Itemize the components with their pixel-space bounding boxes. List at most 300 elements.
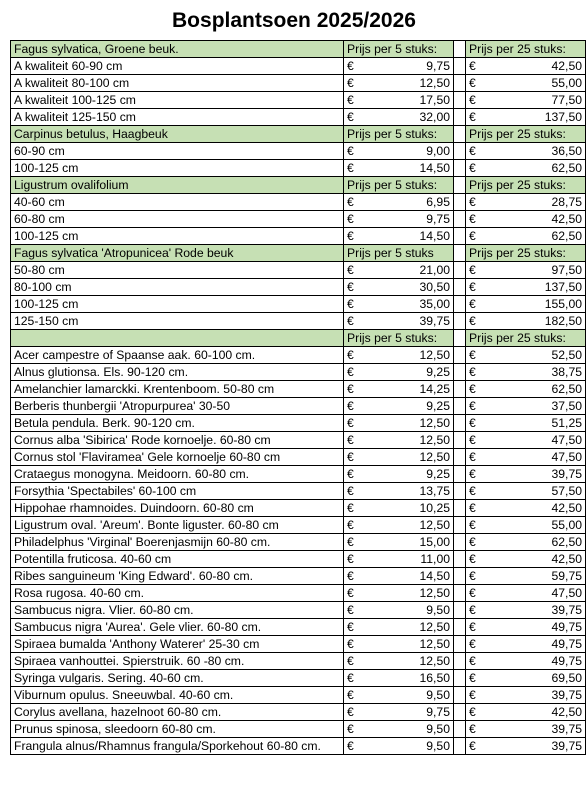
price-25-cell — [466, 704, 586, 721]
price-25: 36,50 — [551, 144, 582, 158]
column-spacer — [454, 449, 466, 466]
column-spacer — [454, 109, 466, 126]
currency-symbol: € — [347, 382, 354, 396]
column-spacer — [454, 432, 466, 449]
price-25-cell — [466, 347, 586, 364]
currency-symbol: € — [347, 161, 354, 175]
currency-symbol: € — [469, 705, 476, 719]
column-spacer — [454, 568, 466, 585]
price-25: 49,75 — [551, 654, 582, 668]
currency-symbol: € — [347, 314, 354, 328]
currency-symbol: € — [347, 263, 354, 277]
currency-symbol: € — [469, 297, 476, 311]
price-25-cell — [466, 653, 586, 670]
table-row — [11, 602, 586, 619]
price-25-cell — [466, 313, 586, 330]
price-25-cell — [466, 670, 586, 687]
column-spacer — [454, 177, 466, 194]
price-5-cell — [344, 449, 454, 466]
price-5-cell — [344, 432, 454, 449]
product-name: Cornus stol 'Flaviramea' Gele kornoelje 60-80 cm — [11, 449, 344, 466]
section-title: Fagus sylvatica 'Atropunicea' Rode beuk — [11, 245, 344, 262]
product-name: Acer campestre of Spaanse aak. 60-100 cm. — [11, 347, 344, 364]
column-spacer — [454, 245, 466, 262]
table-row — [11, 517, 586, 534]
section-title: Carpinus betulus, Haagbeuk — [11, 126, 344, 143]
price-25: 38,75 — [551, 365, 582, 379]
section-title: Ligustrum ovalifolium — [11, 177, 344, 194]
column-spacer — [454, 466, 466, 483]
price-25: 39,75 — [551, 722, 582, 736]
price-5-cell — [344, 670, 454, 687]
price-25-cell — [466, 109, 586, 126]
currency-symbol: € — [469, 144, 476, 158]
price-25: 49,75 — [551, 637, 582, 651]
currency-symbol: € — [469, 603, 476, 617]
price-25-cell — [466, 143, 586, 160]
price-5: 35,00 — [419, 297, 450, 311]
price-5: 9,75 — [426, 212, 450, 226]
currency-symbol: € — [347, 518, 354, 532]
currency-symbol: € — [469, 654, 476, 668]
price-25: 42,50 — [551, 501, 582, 515]
currency-symbol: € — [347, 59, 354, 73]
currency-symbol: € — [469, 620, 476, 634]
price-5-cell — [344, 75, 454, 92]
column-spacer — [454, 75, 466, 92]
currency-symbol: € — [469, 501, 476, 515]
table-row — [11, 687, 586, 704]
price-25-cell — [466, 75, 586, 92]
price-5: 12,50 — [419, 620, 450, 634]
column-header-price-5: Prijs per 5 stuks: — [344, 41, 454, 58]
currency-symbol: € — [469, 433, 476, 447]
currency-symbol: € — [469, 195, 476, 209]
product-name: Frangula alnus/Rhamnus frangula/Sporkehout 60-80 cm. — [11, 738, 344, 755]
column-spacer — [454, 534, 466, 551]
column-spacer — [454, 704, 466, 721]
price-5-cell — [344, 619, 454, 636]
table-row — [11, 670, 586, 687]
product-name: 60-90 cm — [11, 143, 344, 160]
currency-symbol: € — [469, 161, 476, 175]
table-row — [11, 75, 586, 92]
product-name: Betula pendula. Berk. 90-120 cm. — [11, 415, 344, 432]
price-5-cell — [344, 568, 454, 585]
price-5: 9,50 — [426, 603, 450, 617]
column-header-price-5: Prijs per 5 stuks — [344, 245, 454, 262]
price-5: 9,50 — [426, 722, 450, 736]
price-5: 9,50 — [426, 739, 450, 753]
table-row — [11, 364, 586, 381]
price-5: 6,95 — [426, 195, 450, 209]
price-25-cell — [466, 92, 586, 109]
price-25-cell — [466, 296, 586, 313]
price-5-cell — [344, 194, 454, 211]
currency-symbol: € — [469, 382, 476, 396]
price-25-cell — [466, 483, 586, 500]
column-spacer — [454, 687, 466, 704]
column-spacer — [454, 228, 466, 245]
price-25-cell — [466, 585, 586, 602]
price-5-cell — [344, 92, 454, 109]
product-name: A kwaliteit 100-125 cm — [11, 92, 344, 109]
column-spacer — [454, 500, 466, 517]
table-row — [11, 211, 586, 228]
price-5: 15,00 — [419, 535, 450, 549]
column-header-price-25: Prijs per 25 stuks: — [466, 330, 586, 347]
price-25: 37,50 — [551, 399, 582, 413]
price-25-cell — [466, 58, 586, 75]
currency-symbol: € — [347, 637, 354, 651]
currency-symbol: € — [347, 297, 354, 311]
price-5-cell — [344, 296, 454, 313]
column-header-price-25: Prijs per 25 stuks: — [466, 245, 586, 262]
table-row — [11, 449, 586, 466]
column-header-price-25: Prijs per 25 stuks: — [466, 41, 586, 58]
price-25: 28,75 — [551, 195, 582, 209]
product-name: 100-125 cm — [11, 160, 344, 177]
product-name: 80-100 cm — [11, 279, 344, 296]
product-name: Berberis thunbergii 'Atropurpurea' 30-50 — [11, 398, 344, 415]
price-25: 55,00 — [551, 518, 582, 532]
price-5-cell — [344, 687, 454, 704]
currency-symbol: € — [469, 671, 476, 685]
currency-symbol: € — [469, 688, 476, 702]
price-25-cell — [466, 364, 586, 381]
price-25-cell — [466, 160, 586, 177]
price-25: 182,50 — [544, 314, 582, 328]
column-spacer — [454, 738, 466, 755]
column-spacer — [454, 670, 466, 687]
product-name: A kwaliteit 125-150 cm — [11, 109, 344, 126]
currency-symbol: € — [469, 314, 476, 328]
product-name: Cornus alba 'Sibirica' Rode kornoelje. 60-80 cm — [11, 432, 344, 449]
column-spacer — [454, 296, 466, 313]
price-5: 30,50 — [419, 280, 450, 294]
currency-symbol: € — [469, 637, 476, 651]
price-25-cell — [466, 534, 586, 551]
table-row — [11, 194, 586, 211]
table-row — [11, 483, 586, 500]
product-name: Syringa vulgaris. Sering. 40-60 cm. — [11, 670, 344, 687]
section-title — [11, 330, 344, 347]
price-25: 137,50 — [544, 110, 582, 124]
column-spacer — [454, 211, 466, 228]
price-25: 55,00 — [551, 76, 582, 90]
price-5-cell — [344, 653, 454, 670]
currency-symbol: € — [469, 416, 476, 430]
price-5: 12,50 — [419, 416, 450, 430]
price-25: 42,50 — [551, 59, 582, 73]
table-row — [11, 296, 586, 313]
price-5: 12,50 — [419, 450, 450, 464]
currency-symbol: € — [347, 280, 354, 294]
column-spacer — [454, 398, 466, 415]
currency-symbol: € — [347, 620, 354, 634]
price-25-cell — [466, 449, 586, 466]
price-5-cell — [344, 313, 454, 330]
price-25-cell — [466, 687, 586, 704]
column-spacer — [454, 364, 466, 381]
table-row — [11, 228, 586, 245]
price-5-cell — [344, 534, 454, 551]
currency-symbol: € — [347, 739, 354, 753]
price-25: 47,50 — [551, 450, 582, 464]
price-5: 12,50 — [419, 586, 450, 600]
price-5: 11,00 — [420, 552, 450, 566]
column-spacer — [454, 194, 466, 211]
currency-symbol: € — [347, 484, 354, 498]
column-header-price-25: Prijs per 25 stuks: — [466, 177, 586, 194]
product-name: 100-125 cm — [11, 296, 344, 313]
price-5: 10,25 — [419, 501, 450, 515]
column-spacer — [454, 41, 466, 58]
column-spacer — [454, 160, 466, 177]
currency-symbol: € — [469, 280, 476, 294]
column-header-price-25: Prijs per 25 stuks: — [466, 126, 586, 143]
currency-symbol: € — [469, 59, 476, 73]
price-5-cell — [344, 109, 454, 126]
price-25-cell — [466, 517, 586, 534]
price-25: 77,50 — [551, 93, 582, 107]
currency-symbol: € — [469, 365, 476, 379]
currency-symbol: € — [347, 569, 354, 583]
price-25-cell — [466, 636, 586, 653]
price-25-cell — [466, 211, 586, 228]
price-25-cell — [466, 551, 586, 568]
currency-symbol: € — [347, 93, 354, 107]
price-5-cell — [344, 602, 454, 619]
table-row — [11, 738, 586, 755]
price-5: 12,50 — [419, 76, 450, 90]
currency-symbol: € — [469, 229, 476, 243]
price-25: 52,50 — [551, 348, 582, 362]
product-name: Potentilla fruticosa. 40-60 cm — [11, 551, 344, 568]
price-5-cell — [344, 228, 454, 245]
price-5-cell — [344, 279, 454, 296]
currency-symbol: € — [347, 212, 354, 226]
price-25-cell — [466, 415, 586, 432]
column-header-price-5: Prijs per 5 stuks: — [344, 177, 454, 194]
price-25-cell — [466, 398, 586, 415]
price-5-cell — [344, 517, 454, 534]
product-name: Amelanchier lamarckki. Krentenboom. 50-80 cm — [11, 381, 344, 398]
price-5-cell — [344, 704, 454, 721]
price-5: 13,75 — [419, 484, 450, 498]
price-5-cell — [344, 738, 454, 755]
product-name: 50-80 cm — [11, 262, 344, 279]
column-spacer — [454, 92, 466, 109]
section-title: Fagus sylvatica, Groene beuk. — [11, 41, 344, 58]
price-25-cell — [466, 619, 586, 636]
price-25: 42,50 — [551, 705, 582, 719]
column-spacer — [454, 279, 466, 296]
price-5: 9,25 — [426, 399, 450, 413]
currency-symbol: € — [347, 365, 354, 379]
price-25: 39,75 — [551, 688, 582, 702]
table-row — [11, 160, 586, 177]
column-spacer — [454, 262, 466, 279]
price-25: 42,50 — [551, 552, 582, 566]
price-25-cell — [466, 568, 586, 585]
product-name: 125-150 cm — [11, 313, 344, 330]
price-5: 21,00 — [419, 263, 450, 277]
price-5: 9,75 — [426, 705, 450, 719]
table-row — [11, 568, 586, 585]
product-name: Spiraea vanhouttei. Spierstruik. 60 -80 cm. — [11, 653, 344, 670]
price-25-cell — [466, 602, 586, 619]
currency-symbol: € — [347, 144, 354, 158]
price-5-cell — [344, 160, 454, 177]
currency-symbol: € — [469, 110, 476, 124]
table-row — [11, 432, 586, 449]
product-name: Viburnum opulus. Sneeuwbal. 40-60 cm. — [11, 687, 344, 704]
currency-symbol: € — [347, 688, 354, 702]
table-row — [11, 500, 586, 517]
table-row — [11, 551, 586, 568]
product-name: Sambucus nigra 'Aurea'. Gele vlier. 60-80 cm. — [11, 619, 344, 636]
price-25-cell — [466, 262, 586, 279]
column-spacer — [454, 636, 466, 653]
currency-symbol: € — [347, 416, 354, 430]
price-25: 39,75 — [551, 739, 582, 753]
currency-symbol: € — [347, 348, 354, 362]
currency-symbol: € — [347, 433, 354, 447]
price-25: 59,75 — [551, 569, 582, 583]
price-25-cell — [466, 500, 586, 517]
table-row — [11, 619, 586, 636]
section-header — [11, 177, 586, 194]
currency-symbol: € — [469, 348, 476, 362]
price-5: 14,50 — [419, 229, 450, 243]
column-spacer — [454, 551, 466, 568]
currency-symbol: € — [347, 501, 354, 515]
price-5-cell — [344, 721, 454, 738]
section-header — [11, 41, 586, 58]
currency-symbol: € — [347, 229, 354, 243]
price-5-cell — [344, 143, 454, 160]
price-5: 9,25 — [426, 467, 450, 481]
currency-symbol: € — [347, 586, 354, 600]
product-name: Crataegus monogyna. Meidoorn. 60-80 cm. — [11, 466, 344, 483]
product-name: Rosa rugosa. 40-60 cm. — [11, 585, 344, 602]
column-spacer — [454, 58, 466, 75]
price-5-cell — [344, 364, 454, 381]
price-5-cell — [344, 262, 454, 279]
currency-symbol: € — [469, 552, 476, 566]
price-5: 12,50 — [419, 654, 450, 668]
price-5: 12,50 — [419, 518, 450, 532]
price-25-cell — [466, 432, 586, 449]
price-5: 9,25 — [426, 365, 450, 379]
price-5: 9,50 — [426, 688, 450, 702]
price-25-cell — [466, 381, 586, 398]
currency-symbol: € — [347, 110, 354, 124]
price-25: 42,50 — [551, 212, 582, 226]
table-row — [11, 58, 586, 75]
currency-symbol: € — [469, 399, 476, 413]
currency-symbol: € — [347, 195, 354, 209]
table-row — [11, 653, 586, 670]
price-25: 51,25 — [551, 416, 582, 430]
column-spacer — [454, 126, 466, 143]
price-5: 12,50 — [419, 433, 450, 447]
column-spacer — [454, 653, 466, 670]
column-spacer — [454, 517, 466, 534]
price-25: 62,50 — [551, 382, 582, 396]
product-name: Alnus glutionsa. Els. 90-120 cm. — [11, 364, 344, 381]
price-25: 39,75 — [551, 467, 582, 481]
currency-symbol: € — [469, 450, 476, 464]
table-row — [11, 721, 586, 738]
column-spacer — [454, 330, 466, 347]
section-header — [11, 330, 586, 347]
column-spacer — [454, 619, 466, 636]
product-name: 60-80 cm — [11, 211, 344, 228]
column-header-price-5: Prijs per 5 stuks: — [344, 126, 454, 143]
currency-symbol: € — [469, 93, 476, 107]
table-row — [11, 92, 586, 109]
table-row — [11, 398, 586, 415]
column-spacer — [454, 483, 466, 500]
price-25-cell — [466, 738, 586, 755]
currency-symbol: € — [469, 518, 476, 532]
price-25-cell — [466, 228, 586, 245]
price-25: 57,50 — [551, 484, 582, 498]
price-5-cell — [344, 347, 454, 364]
price-5-cell — [344, 58, 454, 75]
currency-symbol: € — [469, 586, 476, 600]
currency-symbol: € — [469, 739, 476, 753]
price-25: 47,50 — [551, 586, 582, 600]
currency-symbol: € — [469, 263, 476, 277]
product-name: Sambucus nigra. Vlier. 60-80 cm. — [11, 602, 344, 619]
price-5-cell — [344, 466, 454, 483]
currency-symbol: € — [347, 467, 354, 481]
price-5-cell — [344, 551, 454, 568]
price-25-cell — [466, 279, 586, 296]
price-5: 32,00 — [419, 110, 450, 124]
price-25-cell — [466, 194, 586, 211]
currency-symbol: € — [469, 535, 476, 549]
price-5: 14,50 — [419, 161, 450, 175]
price-25-cell — [466, 721, 586, 738]
currency-symbol: € — [469, 722, 476, 736]
product-name: A kwaliteit 60-90 cm — [11, 58, 344, 75]
price-5-cell — [344, 398, 454, 415]
price-25: 62,50 — [551, 229, 582, 243]
product-name: Ribes sanguineum 'King Edward'. 60-80 cm. — [11, 568, 344, 585]
table-row — [11, 636, 586, 653]
price-5: 9,75 — [426, 59, 450, 73]
table-row — [11, 279, 586, 296]
currency-symbol: € — [347, 722, 354, 736]
currency-symbol: € — [469, 76, 476, 90]
product-name: Hippohae rhamnoides. Duindoorn. 60-80 cm — [11, 500, 344, 517]
price-5-cell — [344, 381, 454, 398]
currency-symbol: € — [469, 467, 476, 481]
product-name: Prunus spinosa, sleedoorn 60-80 cm. — [11, 721, 344, 738]
price-5: 9,00 — [426, 144, 450, 158]
table-row — [11, 704, 586, 721]
table-row — [11, 585, 586, 602]
price-25: 49,75 — [551, 620, 582, 634]
price-25: 97,50 — [551, 263, 582, 277]
product-name: Ligustrum oval. 'Areum'. Bonte liguster. 60-80 cm — [11, 517, 344, 534]
product-name: 100-125 cm — [11, 228, 344, 245]
table-row — [11, 466, 586, 483]
